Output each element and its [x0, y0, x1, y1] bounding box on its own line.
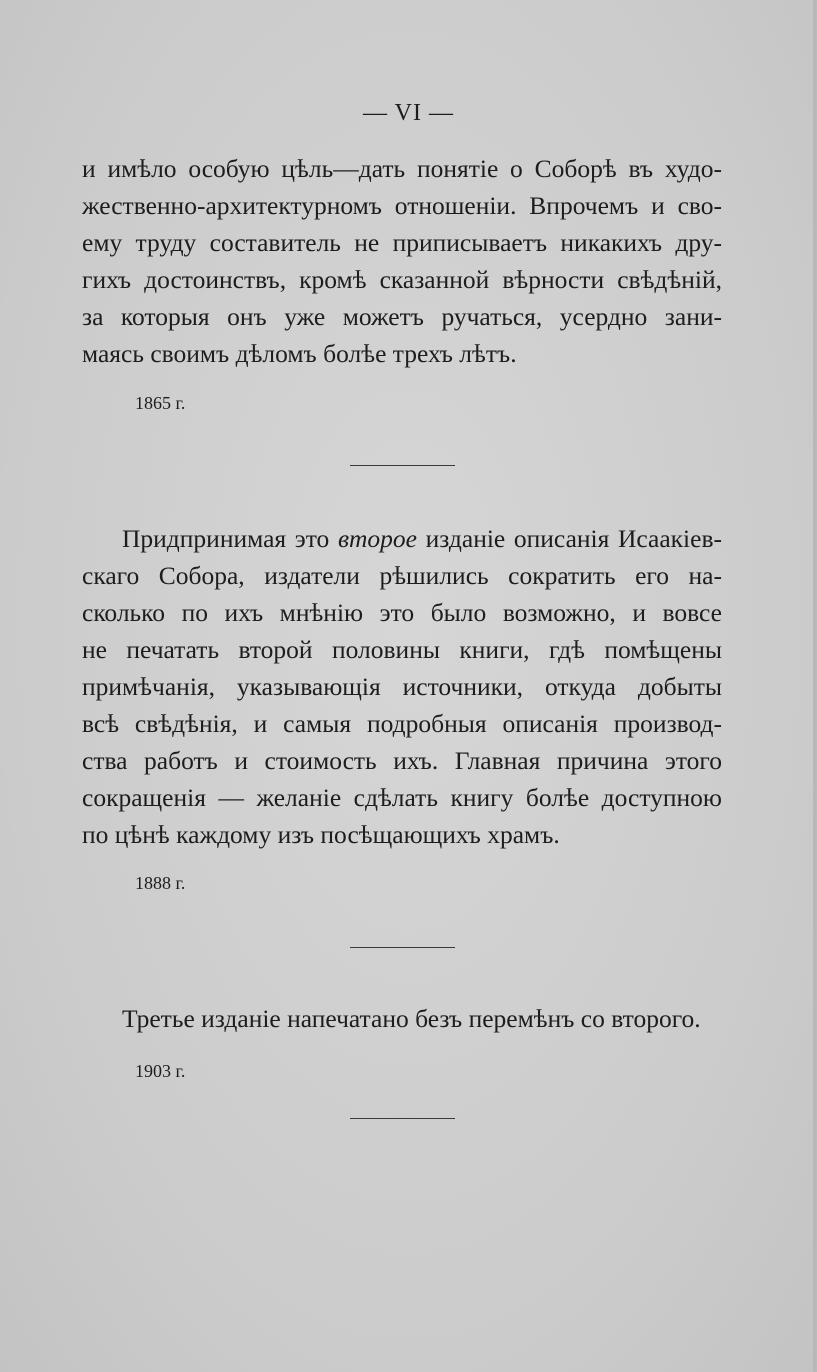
- section-divider: [350, 947, 455, 948]
- text-line: сокращенія — желаніе сдѣлать книгу болѣе доступною: [82, 783, 722, 812]
- text-line: скаго Собора, издатели рѣшились сократить его на-: [82, 561, 722, 590]
- paragraph-1888: [82, 520, 722, 853]
- text-line: гихъ достоинствъ, кромѣ сказанной вѣрности свѣдѣній,: [82, 265, 722, 294]
- date-1888: 1888 г.: [135, 873, 186, 893]
- text-line: Придпринимая это второе изданіе описанія Исаакіев-: [122, 524, 722, 553]
- text-line: ства работъ и стоимость ихъ. Главная причина этого: [82, 746, 722, 775]
- paragraph-1903: [82, 1000, 722, 1037]
- date-1903: 1903 г.: [135, 1061, 186, 1081]
- text-line: ему труду составитель не приписываетъ никакихъ дру-: [82, 228, 722, 257]
- date-1865: 1865 г.: [135, 393, 186, 413]
- text-line: Третье изданіе напечатано безъ перемѣнъ со второго.: [122, 1004, 701, 1033]
- text-line: по цѣнѣ каждому изъ посѣщающихъ храмъ.: [82, 820, 560, 849]
- text-line: за которыя онъ уже можетъ ручаться, усердно зани-: [82, 302, 722, 331]
- text-line: сколько по ихъ мнѣнію это было возможно, и вовсе: [82, 598, 722, 627]
- section-divider: [350, 1118, 455, 1119]
- text-line: не печатать второй половины книги, гдѣ помѣщены: [82, 635, 722, 664]
- italic-word: второе: [337, 524, 417, 553]
- section-divider: [350, 465, 455, 466]
- text-line: примѣчанія, указывающія источники, откуда добыты: [82, 672, 722, 701]
- text-line: всѣ свѣдѣнія, и самыя подробныя описанія производ-: [82, 709, 722, 738]
- text-line: и имѣло особую цѣль—дать понятіе о Соборѣ въ худо-: [82, 154, 722, 183]
- paragraph-1865: [82, 150, 722, 372]
- page-number: — VI —: [363, 100, 454, 126]
- text-line: жественно-архитектурномъ отношеніи. Впрочемъ и сво-: [82, 191, 722, 220]
- page-edge: [813, 0, 817, 1372]
- text-line: маясь своимъ дѣломъ болѣе трехъ лѣтъ.: [82, 339, 517, 368]
